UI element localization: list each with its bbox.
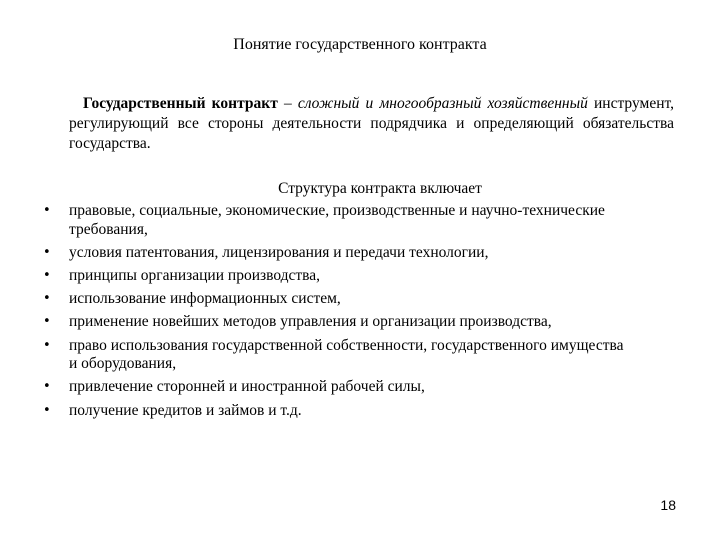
bullet-icon: • bbox=[43, 402, 51, 418]
intro-paragraph bbox=[69, 94, 674, 154]
bullet-icon: • bbox=[43, 291, 51, 307]
page-number: 18 bbox=[660, 497, 676, 513]
slide-title: Понятие государственного контракта bbox=[233, 36, 487, 53]
list-item bbox=[43, 202, 629, 239]
bullet-icon: • bbox=[43, 203, 51, 218]
bullet-icon: • bbox=[43, 337, 51, 353]
list-item bbox=[43, 290, 629, 309]
bullet-icon: • bbox=[43, 267, 51, 283]
list-item-text: принципы организации производства, bbox=[69, 266, 321, 284]
intro-definition: сложный и многообразный хозяйственный bbox=[297, 95, 588, 112]
bullet-icon: • bbox=[43, 379, 51, 395]
list-item-text: применение новейших методов управления и организации производства, bbox=[69, 313, 552, 331]
intro-dash: – bbox=[277, 95, 298, 112]
list-item bbox=[43, 336, 629, 374]
structure-list bbox=[43, 202, 629, 425]
list-item bbox=[43, 378, 629, 397]
list-item-text: правовые, социальные, экономические, производственные и научно-технические требования, bbox=[69, 202, 605, 238]
list-item-text: право использования государственной собственности, государственного имущества и оборудования, bbox=[69, 336, 624, 373]
list-item-text: получение кредитов и займов и т.д. bbox=[69, 401, 302, 419]
list-item bbox=[43, 266, 629, 286]
list-item bbox=[43, 401, 629, 421]
intro-rest: инструмент, регулирующий все стороны деятельности подрядчика и определяющий обязательства государства. bbox=[69, 95, 674, 152]
list-item-text: условия патентования, лицензирования и передачи технологии, bbox=[69, 243, 489, 261]
list-item-text: привлечение сторонней и иностранной рабочей силы, bbox=[69, 378, 425, 396]
bullet-icon: • bbox=[43, 244, 51, 260]
list-item bbox=[43, 243, 629, 263]
intro-term: Государственный контракт bbox=[83, 95, 278, 112]
structure-heading: Структура контракта включает bbox=[278, 180, 482, 197]
list-item-text: использование информационных систем, bbox=[69, 290, 341, 308]
bullet-icon: • bbox=[43, 314, 51, 330]
list-item bbox=[43, 313, 629, 332]
